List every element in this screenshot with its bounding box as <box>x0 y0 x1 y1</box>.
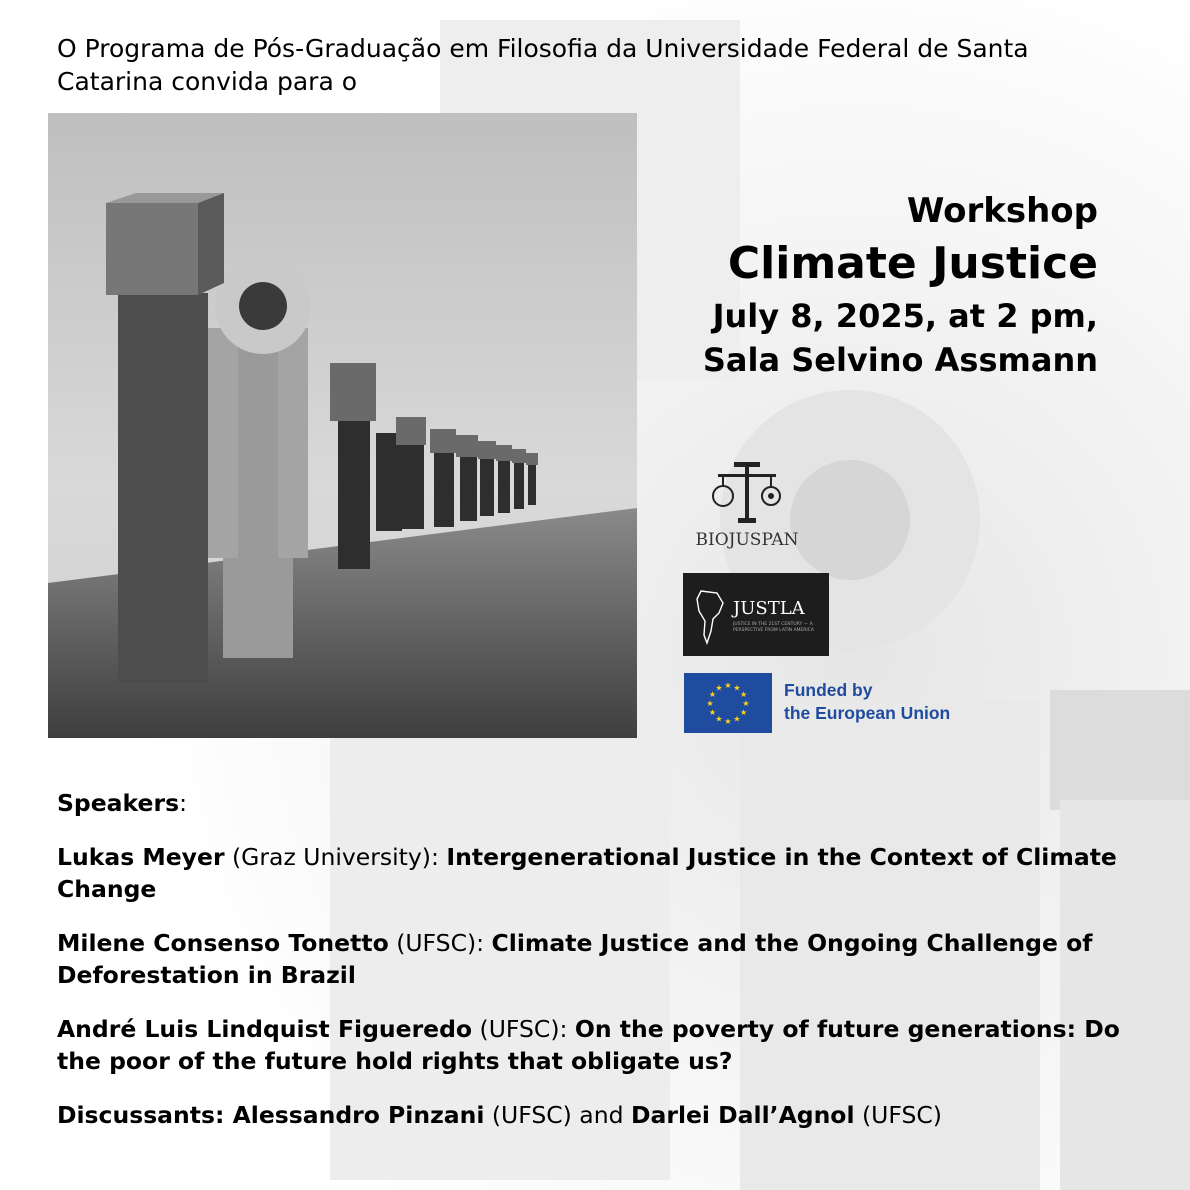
eu-star-icon: ★ <box>724 717 732 726</box>
justla-logo <box>683 573 829 656</box>
eu-star-icon: ★ <box>706 699 714 708</box>
event-date: July 8, 2025, at 2 pm, <box>712 297 1098 335</box>
speaker-name: Milene Consenso Tonetto <box>57 929 389 957</box>
speakers-heading <box>57 787 1147 819</box>
eu-star-icon: ★ <box>708 690 716 699</box>
speaker-affiliation: (UFSC): <box>472 1015 575 1043</box>
justla-tagline: JUSTICE IN THE 21ST CENTURY — A PERSPECTIVE FROM LATIN AMERICA <box>733 622 814 633</box>
eu-line-2: the European Union <box>784 703 951 723</box>
eu-star-icon: ★ <box>724 681 732 690</box>
biojuspan-name: BIOJUSPAN <box>695 530 799 550</box>
eu-line-1: Funded by <box>784 680 873 700</box>
biojuspan-logo <box>684 460 810 552</box>
scales-icon <box>684 460 810 530</box>
event-kind: Workshop <box>906 191 1098 231</box>
talk-title: Intergenerational Justice in the Context of Climate Change <box>57 843 1117 903</box>
discussant-affiliation: (UFSC) and <box>484 1101 631 1129</box>
event-photo <box>48 113 637 738</box>
speaker-affiliation: (Graz University): <box>224 843 447 871</box>
justla-name: JUSTLA <box>733 598 805 619</box>
eu-star-icon: ★ <box>715 714 723 724</box>
intro-text: O Programa de Pós-Graduação em Filosofia da Universidade Federal de Santa Catarina convida para o <box>57 34 1029 96</box>
eu-star-icon: ★ <box>740 708 748 717</box>
eu-star-icon: ★ <box>708 708 716 717</box>
talk-title: On the poverty of future generations: Do the poor of the future hold rights that obligate us? <box>57 1015 1120 1075</box>
eu-funding-logo <box>684 673 984 733</box>
speakers-heading-label: Speakers <box>57 789 180 817</box>
speaker-entry <box>57 927 1147 991</box>
eu-flag-icon <box>684 673 772 733</box>
talk-title: Climate Justice and the Ongoing Challenge of Deforestation in Brazil <box>57 929 1093 989</box>
event-room: Sala Selvino Assmann <box>702 341 1098 379</box>
discussants-line <box>57 1099 1147 1131</box>
eu-star-icon: ★ <box>742 699 750 708</box>
event-heading <box>703 188 1098 382</box>
eu-star-icon: ★ <box>733 683 741 693</box>
event-title: Climate Justice <box>727 238 1098 289</box>
speaker-name: André Luis Lindquist Figueredo <box>57 1015 473 1043</box>
south-america-map-icon <box>683 573 733 656</box>
speaker-affiliation: (UFSC): <box>388 929 492 957</box>
eu-star-icon: ★ <box>740 690 748 699</box>
discussant-name: Darlei Dall’Agnol <box>630 1101 855 1129</box>
speaker-entry <box>57 1013 1147 1077</box>
speaker-name: Lukas Meyer <box>57 843 225 871</box>
speaker-entry <box>57 841 1147 905</box>
eu-star-icon: ★ <box>715 683 723 693</box>
speakers-heading-colon: : <box>179 789 187 817</box>
discussants-label: Discussants: <box>57 1101 233 1129</box>
eu-star-icon: ★ <box>733 714 741 724</box>
speakers-section <box>57 787 1147 1153</box>
discussant-name: Alessandro Pinzani <box>232 1101 485 1129</box>
discussant-affiliation: (UFSC) <box>854 1101 942 1129</box>
eu-funding-text <box>784 679 950 725</box>
